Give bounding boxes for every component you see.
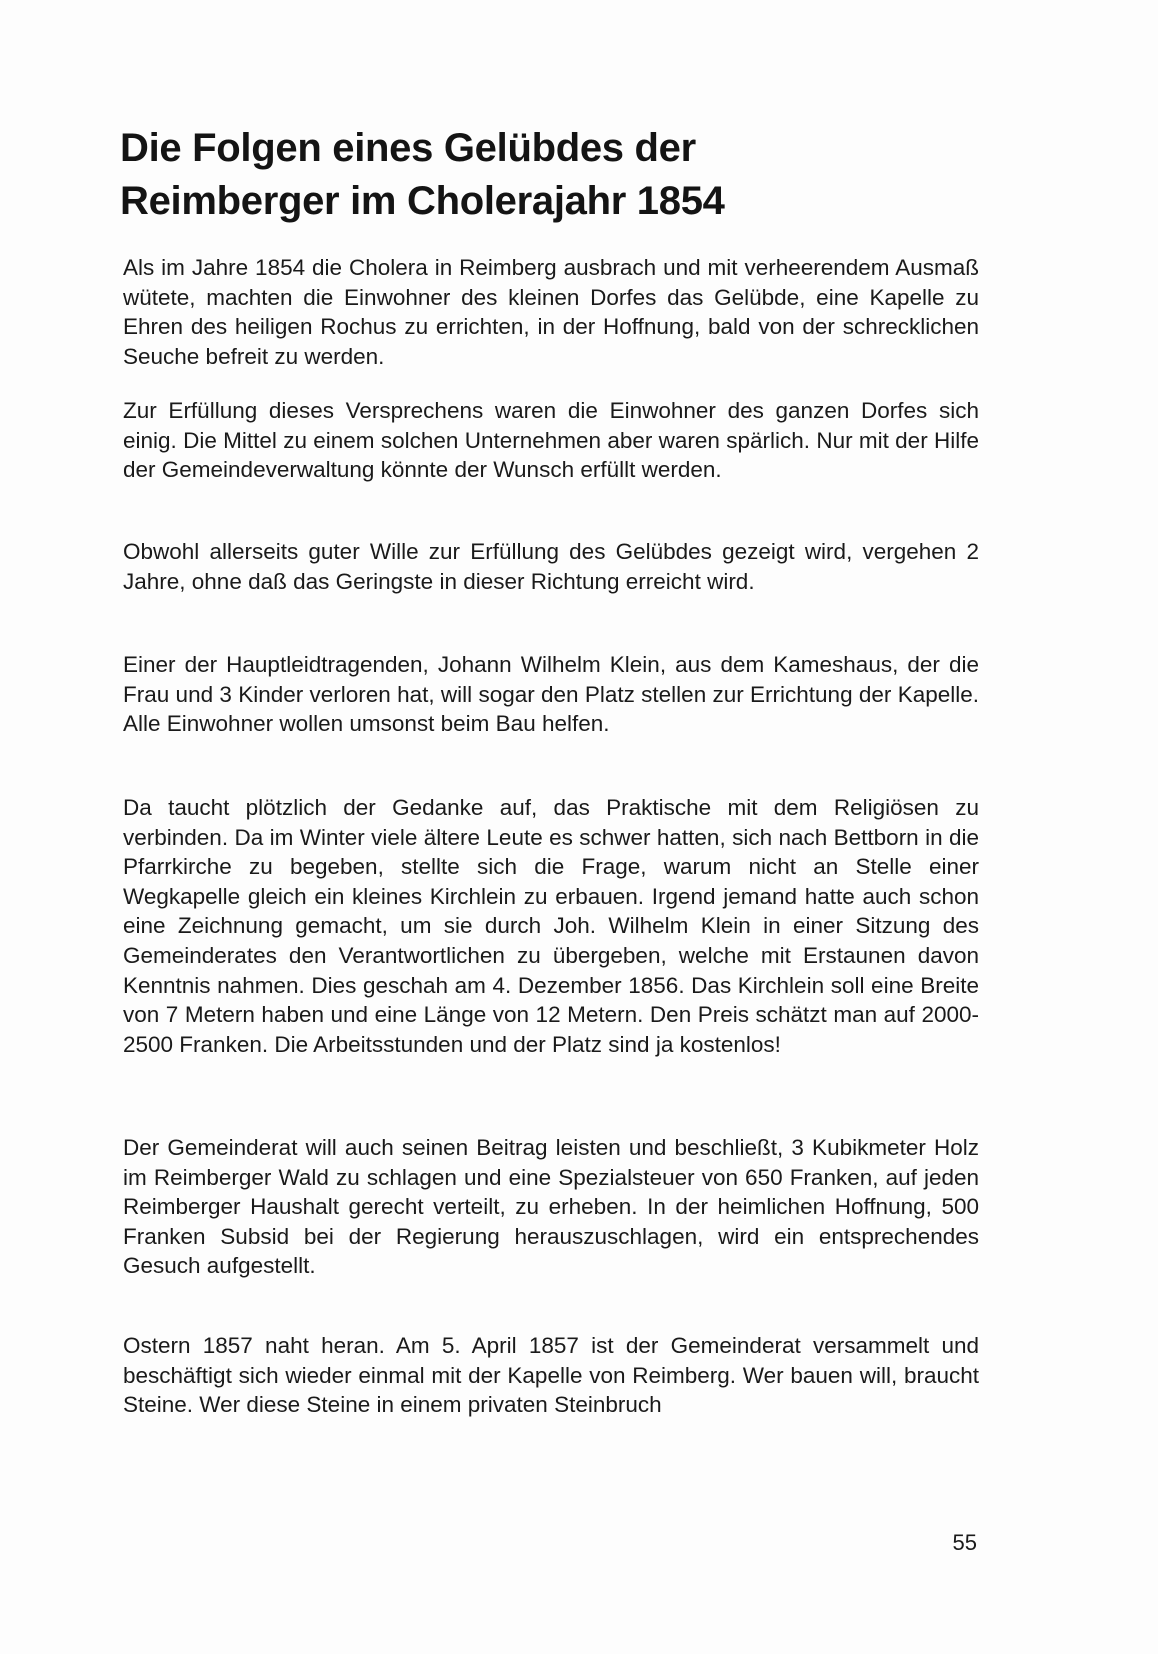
title-line-2: Reimberger im Cholerajahr 1854 bbox=[120, 179, 725, 223]
paragraph-4: Einer der Hauptleidtragenden, Johann Wilhelm Klein, aus dem Kameshaus, der die Frau und 3 Kinder verloren hat, will sogar den Platz stellen zur Errichtung der Kapelle. Alle Einwohner wollen umsonst beim Bau helfen. bbox=[123, 652, 979, 737]
paragraph-7: Ostern 1857 naht heran. Am 5. April 1857 ist der Gemeinderat versammelt und beschäftigt sich wieder einmal mit der Kapelle von Reimberg. Wer bauen will, braucht Steine. Wer diese Steine in einem privaten Steinbruch bbox=[123, 1333, 979, 1418]
title-line-1: Die Folgen eines Gelübdes der bbox=[120, 126, 696, 170]
paragraph-1: Als im Jahre 1854 die Cholera in Reimberg ausbrach und mit verheerendem Ausmaß wütete, machten die Einwohner des kleinen Dorfes das Gelübde, eine Kapelle zu Ehren des heiligen Rochus zu errichten, in der Hoffnung, bald von der schrecklichen Seuche befreit zu werden. bbox=[123, 255, 979, 369]
page-number: 55 bbox=[952, 1530, 977, 1555]
paragraph-5: Da taucht plötzlich der Gedanke auf, das Praktische mit dem Religiösen zu verbinden. Da im Winter viele ältere Leute es schwer hatten, sich nach Bettborn in die Pfarrkirche zu begeben, stellte sich die Frage, warum nicht an Stelle einer Wegkapelle gleich ein kleines Kirchlein zu erbauen. Irgend jemand hatte auch schon eine Zeichnung gemacht, um sie durch Joh. Wilhelm Klein in einer Sitzung des Gemeinderates den Verantwortlichen zu übergeben, welche mit Erstaunen davon Kenntnis nahmen. Dies geschah am 4. Dezember 1856. Das Kirchlein soll eine Breite von 7 Metern haben und eine Länge von 12 Metern. Den Preis schätzt man auf 2000-2500 Franken. Die Arbeitsstunden und der Platz sind ja kostenlos! bbox=[123, 795, 979, 1057]
paragraph-2: Zur Erfüllung dieses Versprechens waren die Einwohner des ganzen Dorfes sich einig. Die Mittel zu einem solchen Unternehmen aber waren spärlich. Nur mit der Hilfe der Gemeindeverwaltung könnte der Wunsch erfüllt werden. bbox=[123, 398, 979, 483]
page-title bbox=[120, 122, 1020, 228]
paragraph-3: Obwohl allerseits guter Wille zur Erfüllung des Gelübdes gezeigt wird, vergehen 2 Jahre, ohne daß das Geringste in dieser Richtung erreicht wird. bbox=[123, 539, 979, 594]
paragraph-6: Der Gemeinderat will auch seinen Beitrag leisten und beschließt, 3 Kubikmeter Holz im Reimberger Wald zu schlagen und eine Spezialsteuer von 650 Franken, auf jeden Reimberger Haushalt gerecht verteilt, zu erheben. In der heimlichen Hoffnung, 500 Franken Subsid bei der Regierung herauszuschlagen, wird ein entsprechendes Gesuch aufgestellt. bbox=[123, 1135, 979, 1279]
